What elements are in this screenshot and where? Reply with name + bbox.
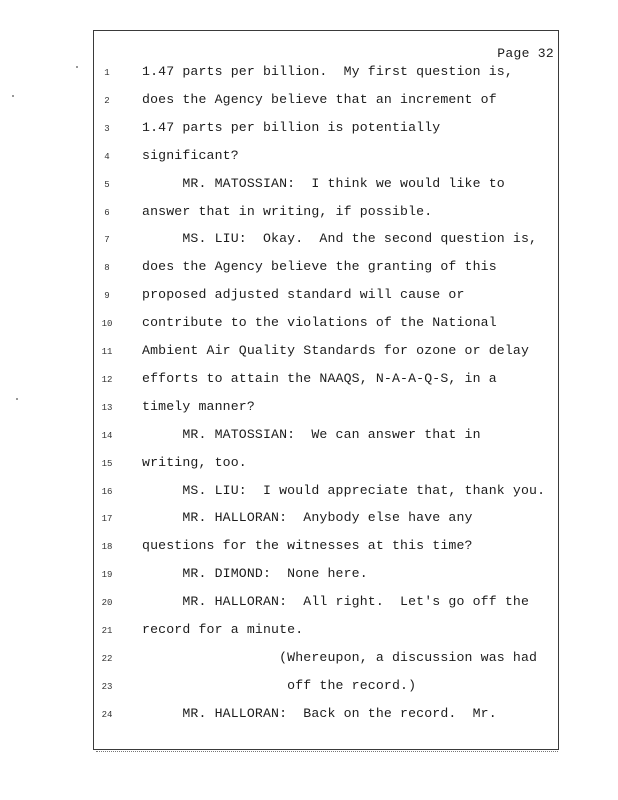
line-text: 1.47 parts per billion is potentially <box>142 119 441 135</box>
transcript-line <box>0 64 618 84</box>
transcript-line <box>0 148 618 168</box>
line-number: 22 <box>101 653 113 664</box>
line-text: MS. LIU: Okay. And the second question is, <box>142 231 538 247</box>
line-number: 19 <box>101 570 113 581</box>
transcript-line <box>0 371 618 391</box>
line-number: 6 <box>104 207 110 218</box>
line-number: 5 <box>104 179 110 190</box>
line-text: writing, too. <box>142 454 247 470</box>
page-bottom-edge <box>96 751 558 754</box>
line-text: MR. HALLORAN: All right. Let's go off the <box>142 594 530 610</box>
transcript-line <box>0 594 618 614</box>
line-number: 17 <box>101 514 113 525</box>
line-text: proposed adjusted standard will cause or <box>142 287 465 303</box>
line-text: MR. HALLORAN: Anybody else have any <box>142 510 473 526</box>
transcript-line <box>0 566 618 586</box>
line-text: significant? <box>142 147 239 163</box>
line-text: contribute to the violations of the National <box>142 315 497 331</box>
line-number: 9 <box>104 291 110 302</box>
line-text: MR. MATOSSIAN: I think we would like to <box>142 175 505 191</box>
transcript-line <box>0 399 618 419</box>
line-text: does the Agency believe the granting of this <box>142 259 497 275</box>
line-number: 11 <box>101 347 113 357</box>
line-text: MS. LIU: I would appreciate that, thank you. <box>142 482 546 498</box>
scan-speck <box>76 66 78 68</box>
transcript-line <box>0 120 618 140</box>
line-number: 10 <box>101 319 113 330</box>
transcript-line <box>0 204 618 224</box>
scan-speck <box>12 95 14 97</box>
line-text: record for a minute. <box>142 622 304 637</box>
line-text: questions for the witnesses at this time? <box>142 538 473 554</box>
line-number: 8 <box>104 263 110 274</box>
line-text: MR. MATOSSIAN: We can answer that in <box>142 426 481 442</box>
transcript-line <box>0 287 618 307</box>
line-text: off the record.) <box>142 677 417 693</box>
line-number: 21 <box>101 626 113 636</box>
line-text: MR. HALLORAN: Back on the record. Mr. <box>142 705 497 721</box>
transcript-line <box>0 455 618 475</box>
transcript-line <box>0 510 618 530</box>
page-number: Page 32 <box>497 46 554 61</box>
transcript-line <box>0 176 618 196</box>
transcript-line <box>0 259 618 279</box>
line-number: 15 <box>101 458 113 469</box>
line-number: 16 <box>101 486 113 497</box>
transcript-line <box>0 678 618 698</box>
line-number: 7 <box>104 235 110 246</box>
line-number: 4 <box>104 151 110 162</box>
transcript-line <box>0 538 618 558</box>
line-number: 3 <box>104 123 110 134</box>
scan-speck <box>16 398 18 400</box>
transcript-line <box>0 650 618 670</box>
line-text: MR. DIMOND: None here. <box>142 566 368 582</box>
transcript-line <box>0 706 618 726</box>
line-text: 1.47 parts per billion. My first question is, <box>142 64 513 79</box>
line-number: 18 <box>101 542 113 553</box>
line-text: answer that in writing, if possible. <box>142 203 433 219</box>
line-text: (Whereupon, a discussion was had <box>142 649 538 665</box>
line-number: 13 <box>101 402 113 413</box>
transcript-line <box>0 622 618 642</box>
line-text: timely manner? <box>142 398 255 414</box>
transcript-line <box>0 92 618 112</box>
line-number: 20 <box>101 598 113 609</box>
line-text: efforts to attain the NAAQS, N-A-A-Q-S, in a <box>142 370 497 386</box>
transcript-line <box>0 427 618 447</box>
line-number: 14 <box>101 430 113 441</box>
line-number: 24 <box>101 709 113 720</box>
line-text: Ambient Air Quality Standards for ozone or delay <box>142 343 530 358</box>
transcript-line <box>0 343 618 363</box>
line-number: 1 <box>104 68 110 78</box>
line-number: 2 <box>104 95 110 106</box>
line-number: 12 <box>101 374 113 385</box>
transcript-line <box>0 483 618 503</box>
transcript-line <box>0 231 618 251</box>
line-number: 23 <box>101 681 113 692</box>
transcript-line <box>0 315 618 335</box>
line-text: does the Agency believe that an increment of <box>142 91 497 107</box>
